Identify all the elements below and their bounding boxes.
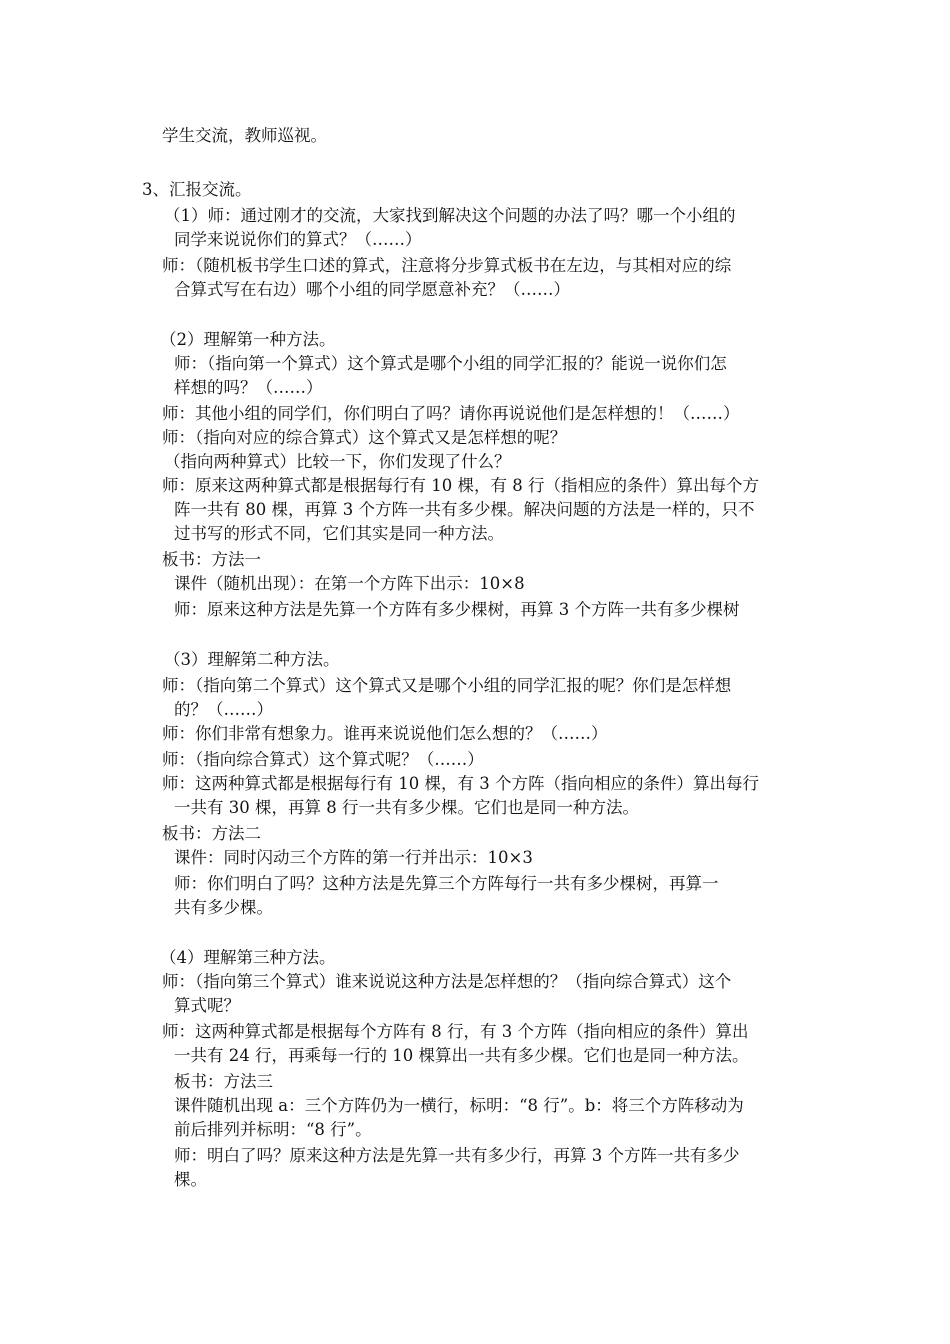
paragraph-line: 师：（指向第二个算式）这个算式又是哪个小组的同学汇报的呢？你们是怎样想 [162, 676, 732, 695]
paragraph-line: （1）师：通过刚才的交流，大家找到解决这个问题的办法了吗？哪一个小组的 [164, 206, 736, 225]
paragraph-line: 同学来说说你们的算式？（……） [174, 230, 422, 249]
paragraph-line: 的？（……） [174, 700, 273, 719]
paragraph-method1-summary [174, 598, 740, 622]
paragraph-line: 师：（指向第一个算式）这个算式是哪个小组的同学汇报的？能说一说你们怎 [174, 354, 727, 373]
paragraph-line: 算式呢？ [174, 996, 240, 1015]
paragraph-method1-others [162, 402, 740, 426]
subheading-method-1 [160, 328, 336, 352]
paragraph-line: 一共有 24 行，再乘每一行的 10 棵算出一共有多少棵。它们也是同一种方法。 [174, 1046, 749, 1065]
paragraph-method2-combined [162, 748, 484, 772]
paragraph-line: 课件（随机出现）：在第一个方阵下出示：10×8 [174, 574, 525, 593]
paragraph-line: 师：（指向对应的综合算式）这个算式又是怎样想的呢？ [162, 428, 567, 447]
paragraph-line: 师：（指向综合算式）这个算式呢？（……） [162, 750, 484, 769]
paragraph-line: 3、汇报交流。 [142, 180, 252, 199]
section-heading-report [142, 178, 252, 202]
paragraph-method2-ask [162, 674, 731, 722]
paragraph-line: 师：原来这种方法是先算一个方阵有多少棵树，再算 3 个方阵一共有多少棵树 [174, 600, 740, 619]
paragraph-line: （4）理解第三种方法。 [160, 948, 336, 967]
paragraph-students-exchange [162, 124, 327, 148]
paragraph-line: 师：（随机板书学生口述的算式，注意将分步算式板书在左边，与其相对应的综 [162, 256, 732, 275]
paragraph-line: 课件随机出现 a：三个方阵仍为一横行，标明：“8 行”。b：将三个方阵移动为 [174, 1096, 744, 1115]
paragraph-line: 板书：方法三 [174, 1072, 273, 1091]
paragraph-teacher-board-note [162, 254, 731, 302]
paragraph-courseware-3 [174, 1094, 744, 1142]
paragraph-line: 样想的吗？（……） [174, 378, 323, 397]
paragraph-line: 棵。 [174, 1170, 207, 1189]
paragraph-method1-combined [162, 426, 566, 450]
paragraph-line: 师：其他小组的同学们，你们明白了吗？请你再说说他们是怎样想的！（……） [162, 404, 740, 423]
paragraph-line: 一共有 30 棵，再算 8 行一共有多少棵。它们也是同一种方法。 [174, 798, 639, 817]
paragraph-line: 学生交流，教师巡视。 [162, 126, 327, 145]
paragraph-teacher-question-1 [164, 204, 736, 252]
paragraph-line: 合算式写在右边）哪个小组的同学愿意补充？（……） [174, 280, 570, 299]
paragraph-method1-explain [162, 474, 759, 546]
paragraph-line: 师：你们明白了吗？这种方法是先算三个方阵每行一共有多少棵树，再算一 [174, 874, 719, 893]
paragraph-board-method-3 [174, 1070, 273, 1094]
paragraph-line: 前后排列并标明：“8 行”。 [174, 1120, 372, 1139]
paragraph-method2-imagination [162, 722, 608, 746]
paragraph-line: 共有多少棵。 [174, 898, 273, 917]
paragraph-line: （3）理解第二种方法。 [164, 650, 340, 669]
paragraph-line: 师：这两种算式都是根据每个方阵有 8 行，有 3 个方阵（指向相应的条件）算出 [162, 1022, 749, 1041]
paragraph-courseware-1 [174, 572, 525, 596]
paragraph-line: （指向两种算式）比较一下，你们发现了什么？ [164, 452, 511, 471]
paragraph-method1-compare [164, 450, 511, 474]
paragraph-method2-summary [174, 872, 719, 920]
paragraph-line: 师：你们非常有想象力。谁再来说说他们怎么想的？（……） [162, 724, 608, 743]
paragraph-line: 课件：同时闪动三个方阵的第一行并出示：10×3 [174, 848, 533, 867]
paragraph-line: 师：明白了吗？原来这种方法是先算一共有多少行，再算 3 个方阵一共有多少 [174, 1146, 740, 1165]
paragraph-courseware-2 [174, 846, 533, 870]
paragraph-line: 阵一共有 80 棵，再算 3 个方阵一共有多少棵。解决问题的方法是一样的，只不 [174, 500, 755, 519]
paragraph-board-method-1 [162, 548, 261, 572]
paragraph-line: 板书：方法二 [162, 824, 261, 843]
paragraph-method3-summary [174, 1144, 740, 1192]
paragraph-method2-explain [162, 772, 759, 820]
paragraph-line: 过书写的形式不同，它们其实是同一种方法。 [174, 524, 504, 543]
paragraph-method3-explain [162, 1020, 748, 1068]
paragraph-line: （2）理解第一种方法。 [160, 330, 336, 349]
paragraph-board-method-2 [162, 822, 261, 846]
subheading-method-3 [160, 946, 336, 970]
paragraph-line: 师：原来这两种算式都是根据每行有 10 棵，有 8 行（指相应的条件）算出每个方 [162, 476, 759, 495]
paragraph-line: 师：（指向第三个算式）谁来说说这种方法是怎样想的？（指向综合算式）这个 [162, 972, 732, 991]
subheading-method-2 [164, 648, 340, 672]
paragraph-line: 板书：方法一 [162, 550, 261, 569]
paragraph-method1-ask [174, 352, 727, 400]
paragraph-method3-ask [162, 970, 731, 1018]
paragraph-line: 师：这两种算式都是根据每行有 10 棵，有 3 个方阵（指向相应的条件）算出每行 [162, 774, 759, 793]
